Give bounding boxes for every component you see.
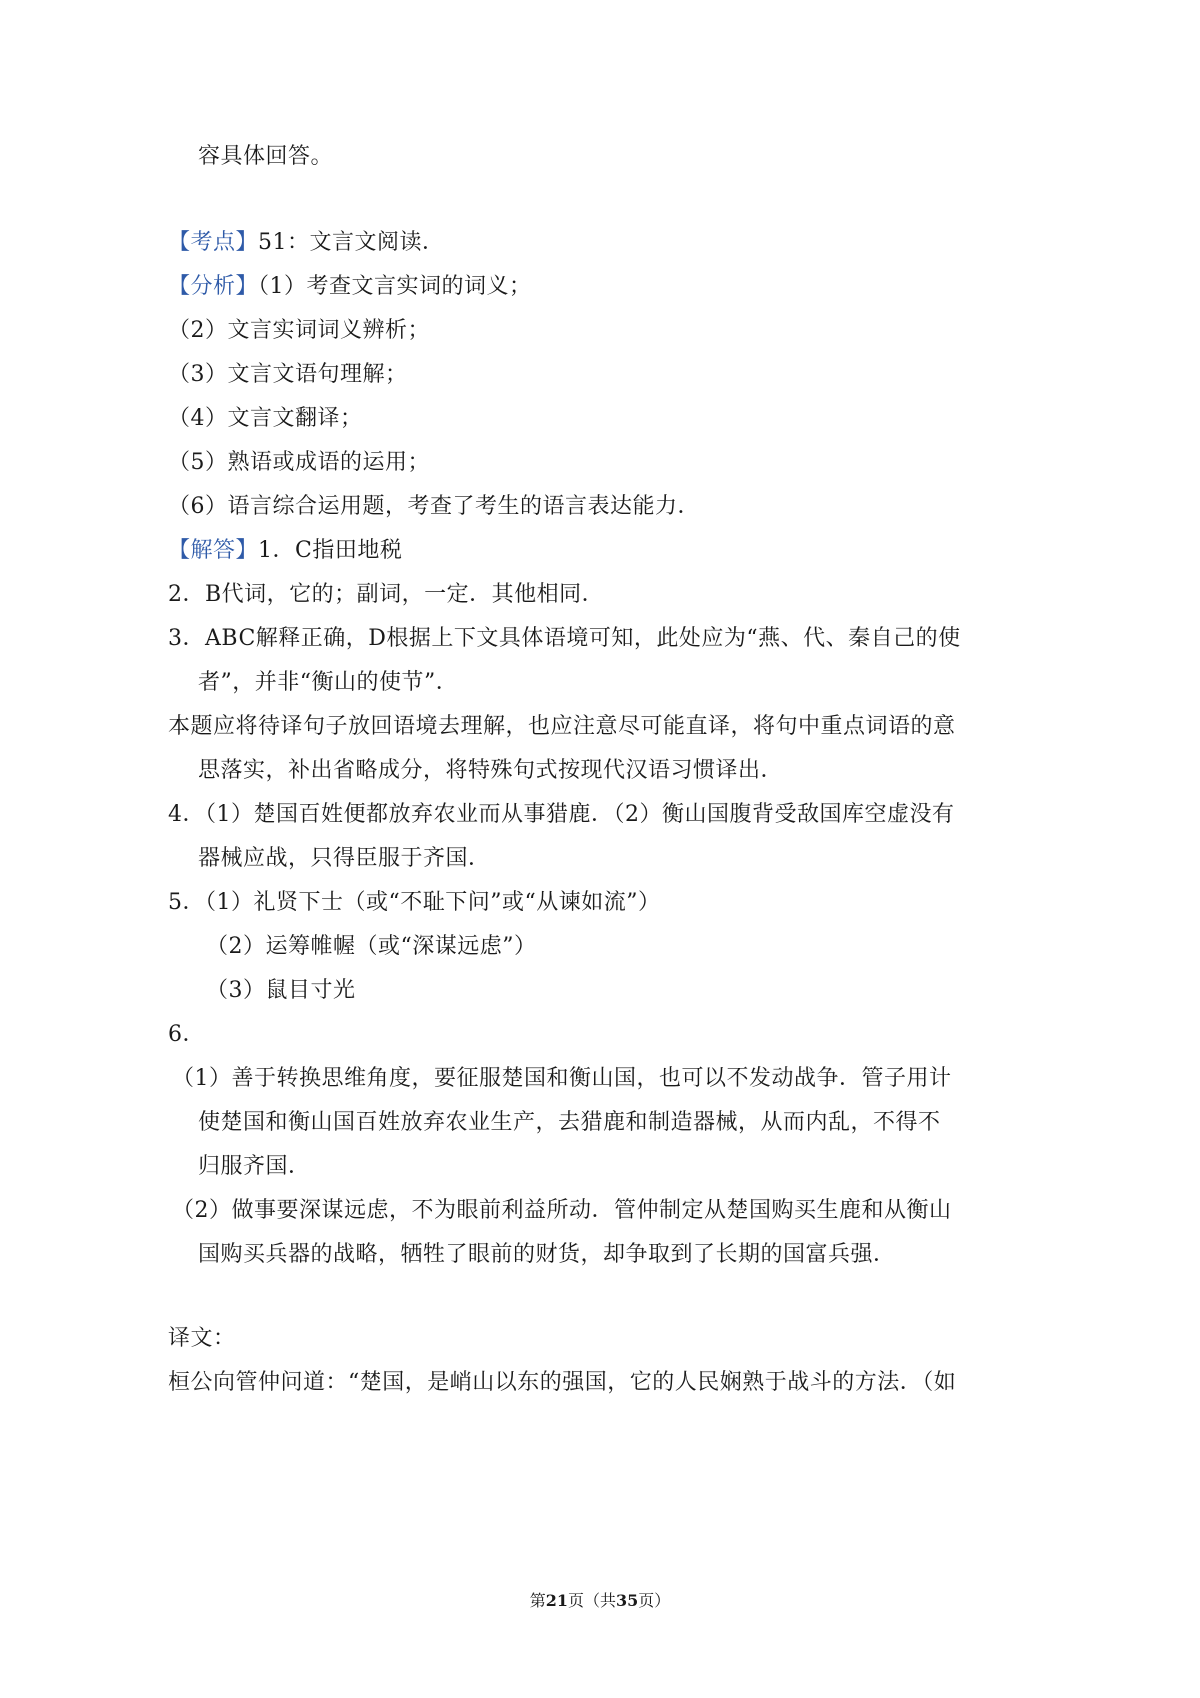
jieda-answer-1: 1．C指田地税	[258, 538, 403, 563]
footer-suffix: 页）	[638, 1591, 671, 1610]
jieda-answer-2: 2．B代词，它的；副词，一定．其他相同．	[168, 582, 605, 607]
jieda-tag: 【解答】	[168, 538, 259, 563]
fenxi-line	[168, 272, 532, 302]
footer-page-number: 21	[545, 1591, 568, 1610]
page-footer	[0, 1590, 1200, 1612]
footer-middle: 页（共	[567, 1591, 616, 1610]
jieda-answer-6-2: （2）做事要深谋远虑，不为眼前利益所动．管仲制定从楚国购买生鹿和从衡山	[172, 1198, 952, 1223]
fenxi-item: （3）文言文语句理解；	[168, 362, 408, 387]
fenxi-item: （6）语言综合运用题，考查了考生的语言表达能力．	[168, 494, 700, 519]
jieda-note: 本题应将待译句子放回语境去理解，也应注意尽可能直译，将句中重点词语的意	[168, 714, 956, 739]
footer-prefix: 第	[529, 1591, 546, 1610]
yiwen-line: 桓公向管仲问道：“楚国，是峭山以东的强国，它的人民娴熟于战斗的方法．（如	[168, 1370, 957, 1395]
jieda-answer-6-1-cont: 归服齐国．	[198, 1154, 311, 1179]
jieda-answer-6-1: （1）善于转换思维角度，要征服楚国和衡山国，也可以不发动战争．管子用计	[172, 1066, 952, 1091]
fenxi-first: （1）考查文言实词的词义；	[258, 274, 532, 299]
kaodian-line	[168, 228, 445, 258]
jieda-answer-6-1-cont: 使楚国和衡山国百姓放弃农业生产，去猎鹿和制造器械，从而内乱，不得不	[198, 1110, 941, 1135]
jieda-answer-4-cont: 器械应战，只得臣服于齐国．	[198, 846, 491, 871]
continuation-line: 容具体回答。	[198, 144, 334, 169]
jieda-answer-6-2-cont: 国购买兵器的战略，牺牲了眼前的财货，却争取到了长期的国富兵强．	[198, 1242, 896, 1267]
fenxi-tag: 【分析】	[168, 274, 259, 299]
jieda-answer-5-3: （3）鼠目寸光	[206, 978, 356, 1003]
fenxi-item: （5）熟语或成语的运用；	[168, 450, 430, 475]
jieda-answer-5: 5．（1）礼贤下士（或“不耻下问”或“从谏如流”）	[168, 890, 661, 915]
kaodian-tag: 【考点】	[168, 230, 259, 255]
jieda-answer-6-head: 6．	[168, 1022, 205, 1047]
footer-total-pages: 35	[616, 1591, 639, 1610]
jieda-answer-3-cont: 者”，并非“衡山的使节”．	[198, 670, 459, 695]
jieda-answer-4: 4．（1）楚国百姓便都放弃农业而从事猎鹿．（2）衡山国腹背受敌国库空虚没有	[168, 802, 955, 827]
jieda-line	[168, 536, 402, 566]
kaodian-text: 51：文言文阅读．	[258, 230, 445, 255]
jieda-note-cont: 思落实，补出省略成分，将特殊句式按现代汉语习惯译出．	[198, 758, 784, 783]
fenxi-item: （2）文言实词词义辨析；	[168, 318, 430, 343]
fenxi-item: （4）文言文翻译；	[168, 406, 363, 431]
jieda-answer-5-2: （2）运筹帷幄（或“深谋远虑”）	[206, 934, 537, 959]
yiwen-label: 译文：	[168, 1326, 236, 1351]
jieda-answer-3: 3．ABC解释正确，D根据上下文具体语境可知，此处应为“燕、代、秦自己的使	[168, 626, 961, 651]
